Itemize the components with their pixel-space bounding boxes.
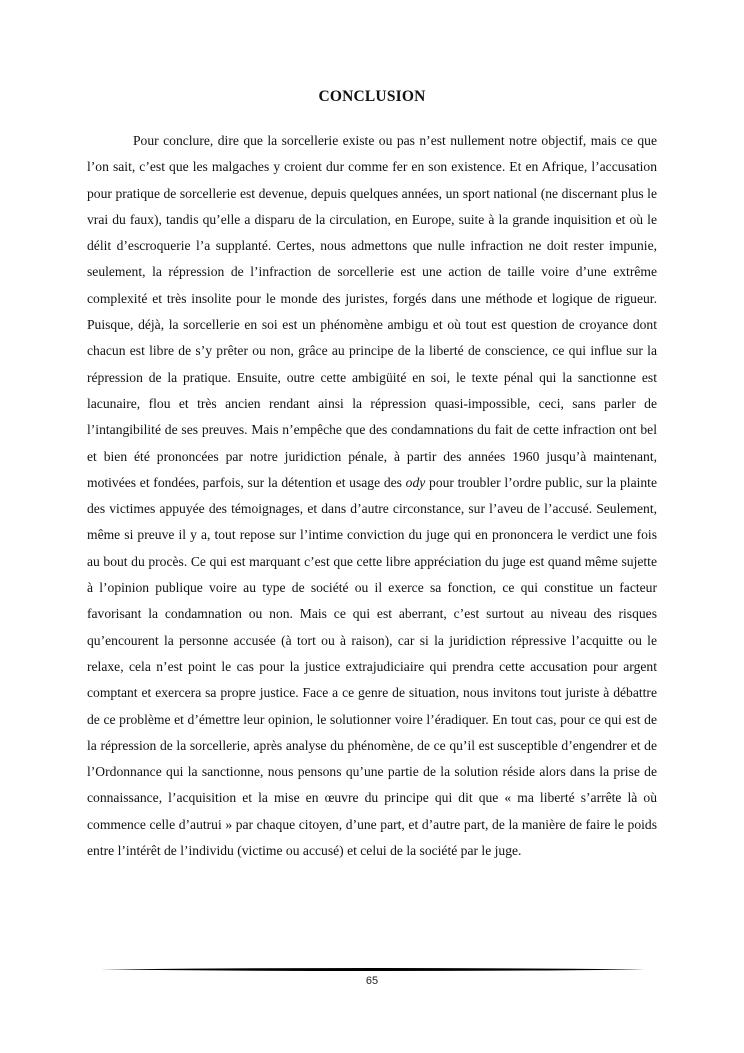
paragraph-text-part2: pour troubler l’ordre public, sur la plainte des victimes appuyée des témoignages, et dans d’autre circonstance, sur l’aveu de l’accusé. Seulement, même si preuve il y a, tout repose sur l’intime conviction du juge qui en prononcera le verdict une fois au bout du procès. Ce qui est marquant c’est que cette libre appréciation du juge est quand même sujette à l’opinion publique voire au type de société ou il exerce sa fonction, ce qui constitue un facteur favorisant la condamnation ou non. Mais ce qui est aberrant, c’est surtout au niveau des risques qu’encourent la personne accusée (à tort ou à raison), car si la juridiction répressive l’acquitte ou le relaxe, cela n’est point le cas pour la justice extrajudiciaire qui prendra cette accusation pour argent comptant et exercera sa propre justice. Face a ce genre de situation, nous invitons tout juriste à débattre de ce problème et d’émettre leur opinion, le solutionner voire l’éradiquer. En tout cas, pour ce qui est de la répression de la sorcellerie, après analyse du phénomène, de ce qu’il est susceptible d’engendrer et de l’Ordonnance qui la sanctionne, nous pensons qu’une partie de la solution réside alors dans la prise de connaissance, l’acquisition et la mise en œuvre du principe qui dit que « ma liberté s’arrête là où commence celle d’autrui » par chaque citoyen, d’une part, et d’autre part, de la manière de faire le poids entre l’intérêt de l’individu (victime ou accusé) et celui de la société par le juge. (87, 474, 657, 859)
page-title: CONCLUSION (318, 88, 426, 105)
paragraph-text-part1: Pour conclure, dire que la sorcellerie existe ou pas n’est nullement notre objectif, mais ce que l’on sait, c’est que les malgaches y croient dur comme fer en son existence. Et en Afrique, l’accusation pour pratique de sorcellerie est devenue, depuis quelques années, un sport national (ne discernant plus le vrai du faux), tandis qu’elle a disparu de la circulation, en Europe, suite à la grande inquisition et où le délit d’escroquerie l’a supplanté. Certes, nous admettons que nulle infraction ne doit rester impunie, seulement, la répression de l’infraction de sorcellerie est une action de taille voire d’une extrême complexité et très insolite pour le monde des juristes, forgés dans une méthode et logique de rigueur. Puisque, déjà, la sorcellerie en soi est un phénomène ambigu et où tout est question de croyance dont chacun est libre de s’y prêter ou non, grâce au principe de la liberté de conscience, ce qui influe sur la répression de la pratique. Ensuite, outre cette ambigüité en soi, le texte pénal qui la sanctionne est lacunaire, flou et très ancien rendant ainsi la répression quasi-impossible, ceci, sans parler de l’intangibilité de ses preuves. Mais n’empêche que des condamnations du fait de cette infraction ont bel et bien été prononcées par notre juridiction pénale, à partir des années 1960 jusqu’à maintenant, motivées et fondées, parfois, sur la détention et usage des (87, 133, 657, 490)
footer-rule (100, 967, 645, 972)
conclusion-paragraph (87, 128, 657, 864)
page-number: 65 (365, 975, 379, 987)
paragraph-italic-term: ody (405, 474, 426, 490)
footer-rule-line (100, 968, 645, 971)
